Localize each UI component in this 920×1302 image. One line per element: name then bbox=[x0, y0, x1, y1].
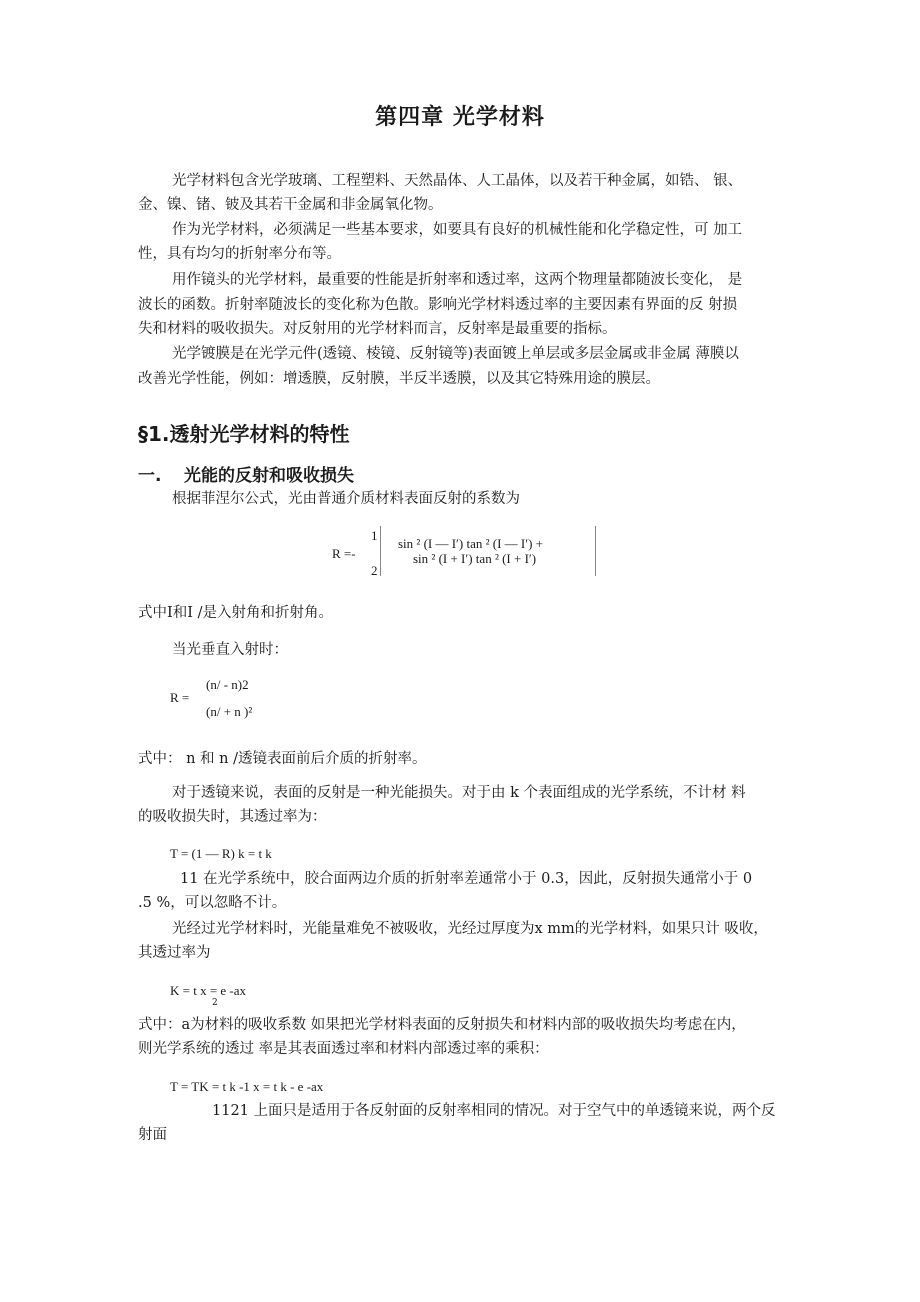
formula1-line2: sin ² (I + I′) tan ² (I + I′) bbox=[413, 551, 537, 566]
intro-line-6: 波长的函数。折射率随波长的变化称为色散。影响光学材料透过率的主要因素有界面的反 射损 bbox=[138, 297, 738, 313]
formula5: T = TK = t k -1 x = t k - e -ax bbox=[170, 1079, 324, 1094]
formula2-num: (n/ - n)2 bbox=[206, 677, 249, 692]
intro-line-9: 改善光学性能，例如：增透膜，反射膜，半反半透膜，以及其它特殊用途的膜层。 bbox=[138, 371, 660, 387]
formula1-left-bar bbox=[380, 526, 381, 576]
after-formula4-1: 式中：a为材料的吸收系数 如果把光学材料表面的反射损失和材料内部的吸收损失均考虑在内， bbox=[138, 1017, 746, 1033]
subsection-number: 一. bbox=[138, 466, 162, 486]
after-formula4-2: 则光学系统的透过 率是其表面透过率和材料内部透过率的乘积： bbox=[138, 1041, 549, 1057]
formula4-sub: 2 bbox=[212, 998, 218, 1008]
after-formula3-2: .5 %，可以忽略不计。 bbox=[138, 895, 287, 911]
after-formula2: 式中： n 和 n /透镜表面前后介质的折射率。 bbox=[138, 751, 427, 767]
after-formula5-2: 射面 bbox=[138, 1127, 167, 1143]
after-formula1: 式中I和I /是入射角和折射角。 bbox=[138, 605, 333, 621]
formula3: T = (1 — R) k = t k bbox=[170, 846, 272, 861]
intro-line-7: 失和材料的吸收损失。对反射用的光学材料而言，反射率是最重要的指标。 bbox=[138, 321, 617, 337]
formula1-lhs: R =- bbox=[332, 546, 356, 561]
intro-line-1: 光学材料包含光学玻璃、工程塑料、天然晶体、人工晶体，以及若干种金属，如锆、 银、 bbox=[172, 173, 743, 189]
page-title: 第四章 光学材料 bbox=[375, 105, 545, 130]
intro-line-5: 用作镜头的光学材料，最重要的性能是折射率和透过率，这两个物理量都随波长变化， 是 bbox=[172, 272, 743, 288]
intro-line-2: 金、镍、锗、铍及其若干金属和非金属氧化物。 bbox=[138, 197, 443, 213]
formula1-num: 1 bbox=[371, 528, 378, 543]
intro-line-4: 性，具有均匀的折射率分布等。 bbox=[138, 246, 341, 262]
intro-line-3: 作为光学材料，必须满足一些基本要求，如要具有良好的机械性能和化学稳定性，可 加工 bbox=[172, 222, 743, 238]
after-formula3-1: 11 在光学系统中，胶合面两边介质的折射率差通常小于 0.3，因此，反射损失通常小于 0 bbox=[180, 871, 753, 887]
formula1-den: 2 bbox=[371, 563, 378, 578]
normal-incidence: 当光垂直入射时： bbox=[172, 642, 288, 658]
formula1-line1: sin ² (I — I′) tan ² (I — I′) + bbox=[398, 536, 543, 551]
lens-para-2: 的吸收损失时，其透过率为： bbox=[138, 809, 327, 825]
absorb-para-1: 光经过光学材料时，光能量难免不被吸收，光经过厚度为x mm的光学材料，如果只计 吸收， bbox=[172, 921, 768, 937]
subsection-heading: 光能的反射和吸收损失 bbox=[184, 466, 354, 486]
intro-line-8: 光学镀膜是在光学元件(透镜、棱镜、反射镜等)表面镀上单层或多层金属或非金属 薄膜以 bbox=[172, 346, 739, 362]
formula1-right-bar bbox=[595, 526, 596, 576]
lens-para-1: 对于透镜来说，表面的反射是一种光能损失。对于由 k 个表面组成的光学系统，不计材 料 bbox=[172, 785, 746, 801]
formula4: K = t x = e -ax bbox=[170, 983, 247, 998]
formula2-den: (n/ + n )² bbox=[206, 704, 253, 719]
formula2-lhs: R = bbox=[170, 690, 190, 705]
section-heading: §1.透射光学材料的特性 bbox=[138, 422, 350, 446]
fresnel-intro: 根据菲涅尔公式，光由普通介质材料表面反射的系数为 bbox=[172, 491, 520, 507]
absorb-para-2: 其透过率为 bbox=[138, 945, 211, 961]
after-formula5-1: 1121 上面只是适用于各反射面的反射率相同的情况。对于空气中的单透镜来说，两个反 bbox=[212, 1103, 776, 1119]
